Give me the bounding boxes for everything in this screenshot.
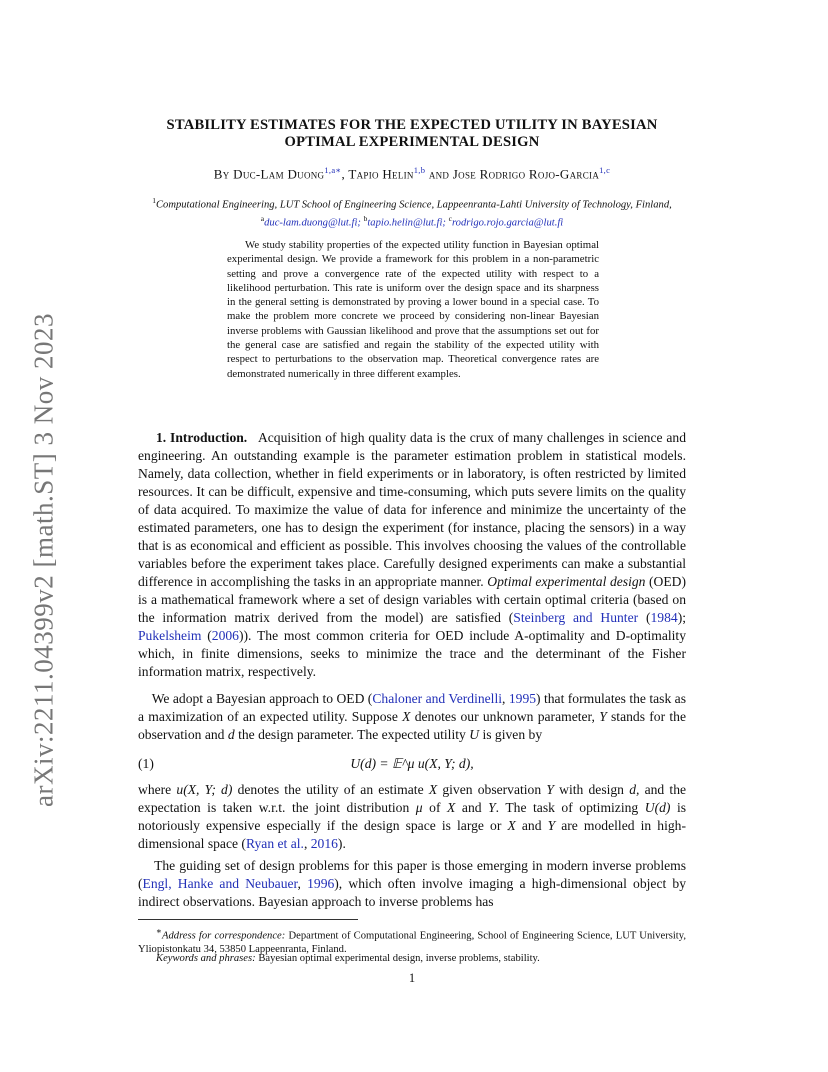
math-utility: u(X, Y; d): [176, 782, 233, 797]
footnote-correspondence-text: Department of Computational Engineering, School of Engineering Science, LUT University, Yliopistonkatu 34, 53850 Lappeenranta, Finland.: [138, 930, 686, 956]
author-line: [138, 165, 686, 182]
p3-text-j: and: [521, 818, 542, 833]
section-title-introduction: 1. Introduction.: [156, 430, 248, 445]
cite-engl-hanke-neubauer-year[interactable]: 1996: [307, 876, 335, 891]
author-helin: Tapio Helin: [348, 166, 414, 182]
math-Ud: U(d): [644, 800, 671, 815]
equation-body: U(d) = 𝔼^μ u(X, Y; d),: [350, 756, 474, 771]
math-X: X: [507, 818, 516, 833]
p2-text-c: denotes our unknown parameter,: [414, 709, 595, 724]
author-duong-sup[interactable]: 1,a∗: [324, 165, 342, 175]
intro-paragraph-3: [138, 781, 686, 853]
cite-chaloner-verdinelli[interactable]: Chaloner and Verdinelli: [372, 691, 503, 706]
title-line-2: OPTIMAL EXPERIMENTAL DESIGN: [284, 134, 540, 150]
email-b-sup: b: [363, 214, 368, 224]
p3-text-k: are modelled in high-dimensional space (: [138, 818, 686, 851]
cite-engl-hanke-neubauer[interactable]: Engl, Hanke and Neubauer: [142, 876, 298, 891]
cite-separator: );: [677, 610, 686, 625]
p1-oed-term: Optimal experimental design: [487, 574, 646, 589]
p1-text-a: Acquisition of high quality data is the crux of many challenges in science and engineering. An outstanding example is the parameter estimation problem in statistical models. Namely, data collection, whether in field experiments or in laboratory, is often restricted by limited resources. It can be difficult, expensive and time-consuming, which puts severe limits on the quality of data acquired. To maximize the value of data for inference and minimize the uncertainty of the estimated parameters, one has to design the experiment (for instance, placing the sensors) in a way that is as economical and efficient as possible. This involves choosing the values of the controllable variables before the experiment takes place. Carefully designed experiments can make a substantial difference in accomplishing the tasks in an appropriate manner.: [138, 430, 686, 589]
p3-text-c: given observation: [442, 782, 542, 797]
p3-text-a: where: [138, 782, 172, 797]
title-line-1: STABILITY ESTIMATES FOR THE EXPECTED UTILITY IN BAYESIAN: [166, 117, 658, 133]
affiliation-sup: 1: [152, 196, 156, 205]
arxiv-sidebar: [14, 313, 74, 807]
math-X: X: [447, 800, 456, 815]
abstract: We study stability properties of the expected utility function in Bayesian optimal experimental design. We provide a framework for this problem in a non-parametric setting and prove a convergence rate of the expected utility with respect to a likelihood perturbation. This rate is uniform over the design space and its sharpness in the general setting is demonstrated by proving a lower bound in a special case. To make the problem more concrete we proceed by considering non-linear Bayesian inverse problems with Gaussian likelihood and prove that the assumptions set out for the general case are satisfied and regain the stability of the expected utility with respect to perturbations to the observation map. Theoretical convergence rates are demonstrated numerically in three different examples.: [227, 239, 599, 380]
email-helin-link[interactable]: tapio.helin@lut.fi;: [367, 217, 446, 229]
footnote-divider: [138, 919, 358, 920]
cite-pukelsheim-year[interactable]: 2006: [211, 628, 239, 643]
affiliation-line: [138, 194, 686, 212]
email-duong-link[interactable]: duc-lam.duong@lut.fi;: [264, 217, 361, 229]
cite-chaloner-verdinelli-year[interactable]: 1995: [508, 691, 537, 706]
intro-paragraph-1: [138, 429, 686, 681]
author-helin-sup[interactable]: 1,b: [413, 165, 426, 175]
intro-paragraph-4: [138, 857, 686, 911]
affiliation: [138, 194, 686, 230]
p2-text-b: ) that formulates the task as a maximization of an expected utility. Suppose: [138, 691, 687, 724]
math-Y: Y: [488, 800, 496, 815]
paper-title: [138, 117, 686, 151]
p1-text-c: )). The most common criteria for OED include A-optimality and D-optimality which, in finite dimensions, seeks to minimize the trace and the determinant of the Fisher information matrix, respectively.: [138, 628, 686, 679]
author-separator: ,: [341, 166, 346, 182]
p3-text-e: and the expectation is taken w.r.t. the joint distribution: [138, 782, 687, 815]
affiliation-text: Computational Engineering, LUT School of Engineering Science, Lappeenranta-Lahti University of Technology, Finland,: [155, 199, 672, 211]
p3-text-l: ).: [337, 836, 346, 851]
email-line: [138, 212, 686, 230]
math-d: d: [227, 727, 235, 742]
cite-ryan[interactable]: Ryan et al.: [245, 836, 304, 851]
p1-text-b: (OED) is a mathematical framework where a set of design variables with certain optimal criteria (based on the information matrix derived from the model) are satisfied (: [138, 574, 687, 625]
and-label: and: [428, 166, 450, 182]
page-number: 1: [408, 971, 416, 985]
cite1-paren: (: [638, 610, 651, 625]
by-label: By: [213, 166, 230, 182]
cite-ryan-year[interactable]: 2016: [310, 836, 338, 851]
p3-text-f: of: [429, 800, 441, 815]
cite5-sep: ,: [297, 876, 308, 891]
email-a-sup: a: [260, 214, 265, 224]
math-Y: Y: [547, 818, 556, 833]
p3-text-b: denotes the utility of an estimate: [237, 782, 424, 797]
math-X: X: [402, 709, 411, 724]
cite-steinberg-hunter[interactable]: Steinberg and Hunter: [513, 610, 639, 625]
math-U: U: [469, 727, 480, 742]
math-Y: Y: [599, 709, 607, 724]
footnote-correspondence-label: Address for correspondence:: [162, 930, 286, 942]
p4-text-a: The guiding set of design problems for this paper is those emerging in modern inverse problems (: [138, 858, 686, 891]
math-d: d,: [629, 782, 640, 797]
p2-text-e: the design parameter. The expected utility: [238, 727, 466, 742]
email-rojo-garcia-link[interactable]: rodrigo.rojo.garcia@lut.fi: [451, 217, 564, 229]
author-duong: Duc-Lam Duong: [233, 166, 325, 182]
math-X: X: [428, 782, 438, 797]
author-rojo-garcia: Jose Rodrigo Rojo-Garcia: [452, 166, 600, 182]
cite-steinberg-hunter-year[interactable]: 1984: [650, 610, 678, 625]
equation-1: [138, 756, 686, 774]
p2-text-f: is given by: [482, 727, 543, 742]
cite2-paren: (: [201, 628, 212, 643]
cite3-sep: ,: [502, 691, 509, 706]
arxiv-identifier: arXiv:2211.04399v2 [math.ST] 3 Nov 2023: [28, 313, 59, 807]
cite4-sep: ,: [303, 836, 311, 851]
p4-text-b: ), which often involve imaging a high-dimensional object by indirect observations. Bayesian approach to inverse problems has: [138, 876, 687, 909]
p3-text-g: and: [461, 800, 482, 815]
p2-text-a: We adopt a Bayesian approach to OED (: [151, 691, 373, 706]
email-c-sup: c: [448, 214, 452, 224]
cite-pukelsheim[interactable]: Pukelsheim: [138, 628, 202, 643]
footnote-keywords-text: Bayesian optimal experimental design, inverse problems, stability.: [258, 953, 540, 964]
p3-text-h: . The task of optimizing: [495, 800, 639, 815]
footnote-keywords: [138, 952, 686, 966]
p3-text-i: is notoriously expensive especially if the design space is large or: [138, 800, 687, 833]
footnote-marker: ∗: [156, 926, 163, 936]
math-Y: Y: [546, 782, 554, 797]
p3-text-d: with design: [559, 782, 624, 797]
footnote-keywords-label: Keywords and phrases:: [156, 953, 256, 964]
equation-number: (1): [138, 756, 154, 771]
author-rojo-garcia-sup[interactable]: 1,c: [599, 165, 611, 175]
intro-paragraph-2: [138, 690, 686, 744]
p2-text-d: stands for the observation and: [138, 709, 686, 742]
math-mu: μ: [415, 800, 423, 815]
